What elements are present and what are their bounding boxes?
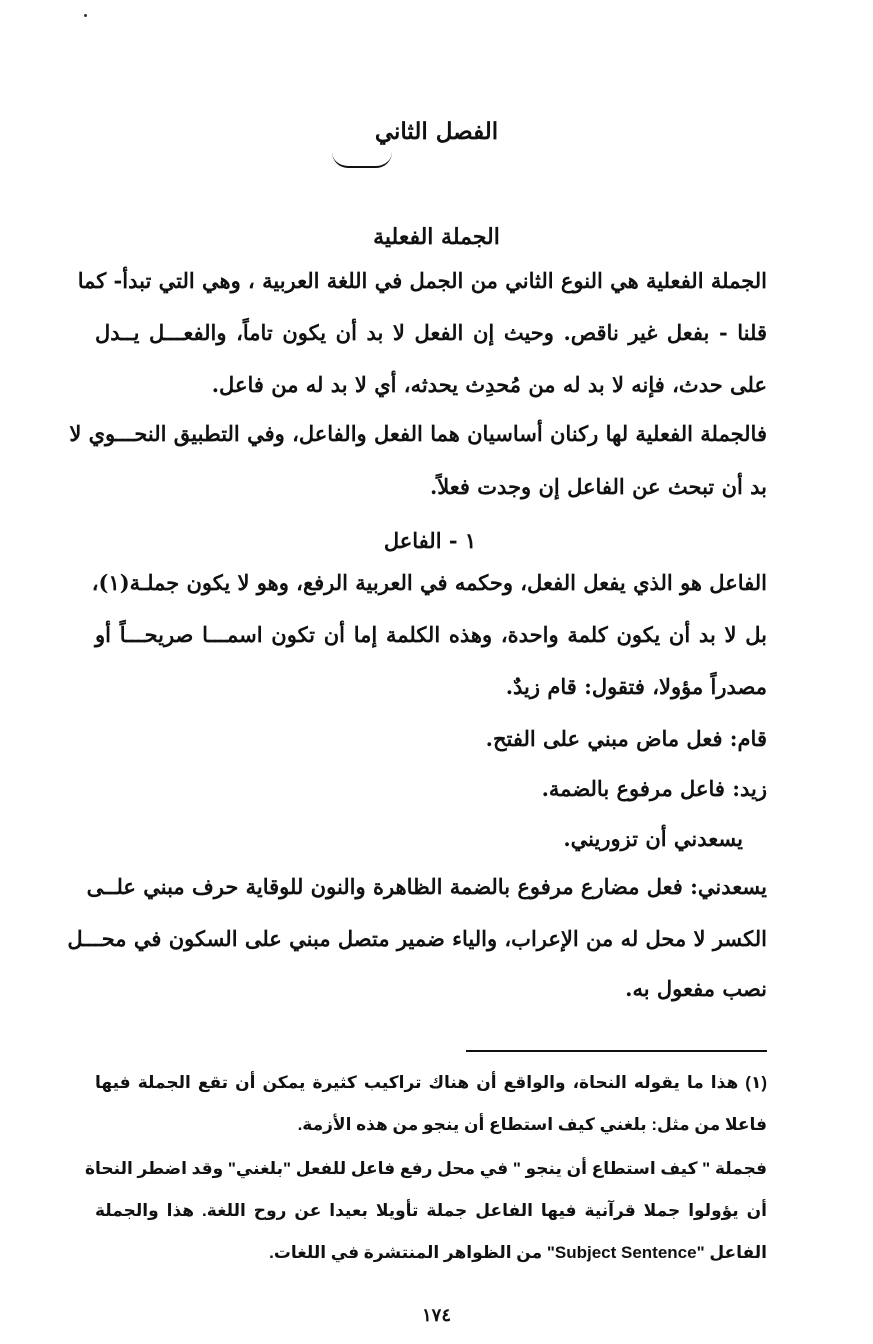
intro-line: قلنا - بفعل غير ناقص. وحيث إن الفعل لا بد أن يكون تاماً، والفعـــل يــدل [95, 320, 767, 345]
footnote-separator [466, 1050, 767, 1052]
example-line: قام: فعل ماض مبني على الفتح. [485, 726, 767, 751]
footnote-line: أن يؤولوا جملا قرآنية فيها الفاعل جملة تأويلا بعيدا عن روح اللغة. هذا والجملة [95, 1201, 767, 1220]
analysis-line: الكسر لا محل له من الإعراب، والياء ضمير متصل مبني على السكون في محـــل [67, 926, 767, 951]
footnote-line: فجملة " كيف استطاع أن ينجو " في محل رفع فاعل للفعل "بلغني" وقد اضطر النحاة [84, 1159, 767, 1178]
fael-line: مصدراً مؤولا، فتقول: قام زيدٌ. [505, 674, 767, 699]
fael-line: الفاعل هو الذي يفعل الفعل، وحكمه في العربية الرفع، وهو لا يكون جملـة(١)، [91, 570, 767, 595]
example-line: يسعدني أن تزوريني. [563, 826, 743, 851]
intro-line: بد أن تبحث عن الفاعل إن وجدت فعلاً. [429, 474, 767, 499]
chapter-title-underline [332, 152, 392, 168]
fael-line: بل لا بد أن يكون كلمة واحدة، وهذه الكلمة إما أن تكون اسمـــا صريحـــاً أو [95, 622, 767, 647]
footnote-line: فاعلا من مثل: بلغني كيف استطاع أن ينجو من هذه الأزمة. [297, 1115, 767, 1134]
analysis-line: نصب مفعول به. [625, 976, 767, 1001]
example-line: زيد: فاعل مرفوع بالضمة. [541, 776, 767, 801]
subsection-title: ١ - الفاعل [383, 528, 477, 553]
scan-speck [84, 14, 87, 17]
section-title: الجملة الفعلية [373, 224, 500, 250]
analysis-line: يسعدني: فعل مضارع مرفوع بالضمة الظاهرة والنون للوقاية حرف مبني علــى [86, 874, 767, 899]
intro-line: على حدث، فإنه لا بد له من مُحدِث يحدثه، أي لا بد له من فاعل. [211, 372, 767, 397]
chapter-title: الفصل الثاني [374, 118, 499, 145]
page-number: ١٧٤ [421, 1305, 451, 1326]
intro-line: الجملة الفعلية هي النوع الثاني من الجمل في اللغة العربية ، وهي التي تبدأ- كما [77, 268, 767, 293]
footnote-line: الفاعل "Subject Sentence" من الظواهر المنتشرة في اللغات. [269, 1243, 767, 1262]
footnote-line: (١) هذا ما يقوله النحاة، والواقع أن هناك تراكيب كثيرة يمكن أن تقع الجملة فيها [95, 1073, 767, 1092]
intro-line: فالجملة الفعلية لها ركنان أساسيان هما الفعل والفاعل، وفي التطبيق النحـــوي لا [69, 421, 767, 446]
